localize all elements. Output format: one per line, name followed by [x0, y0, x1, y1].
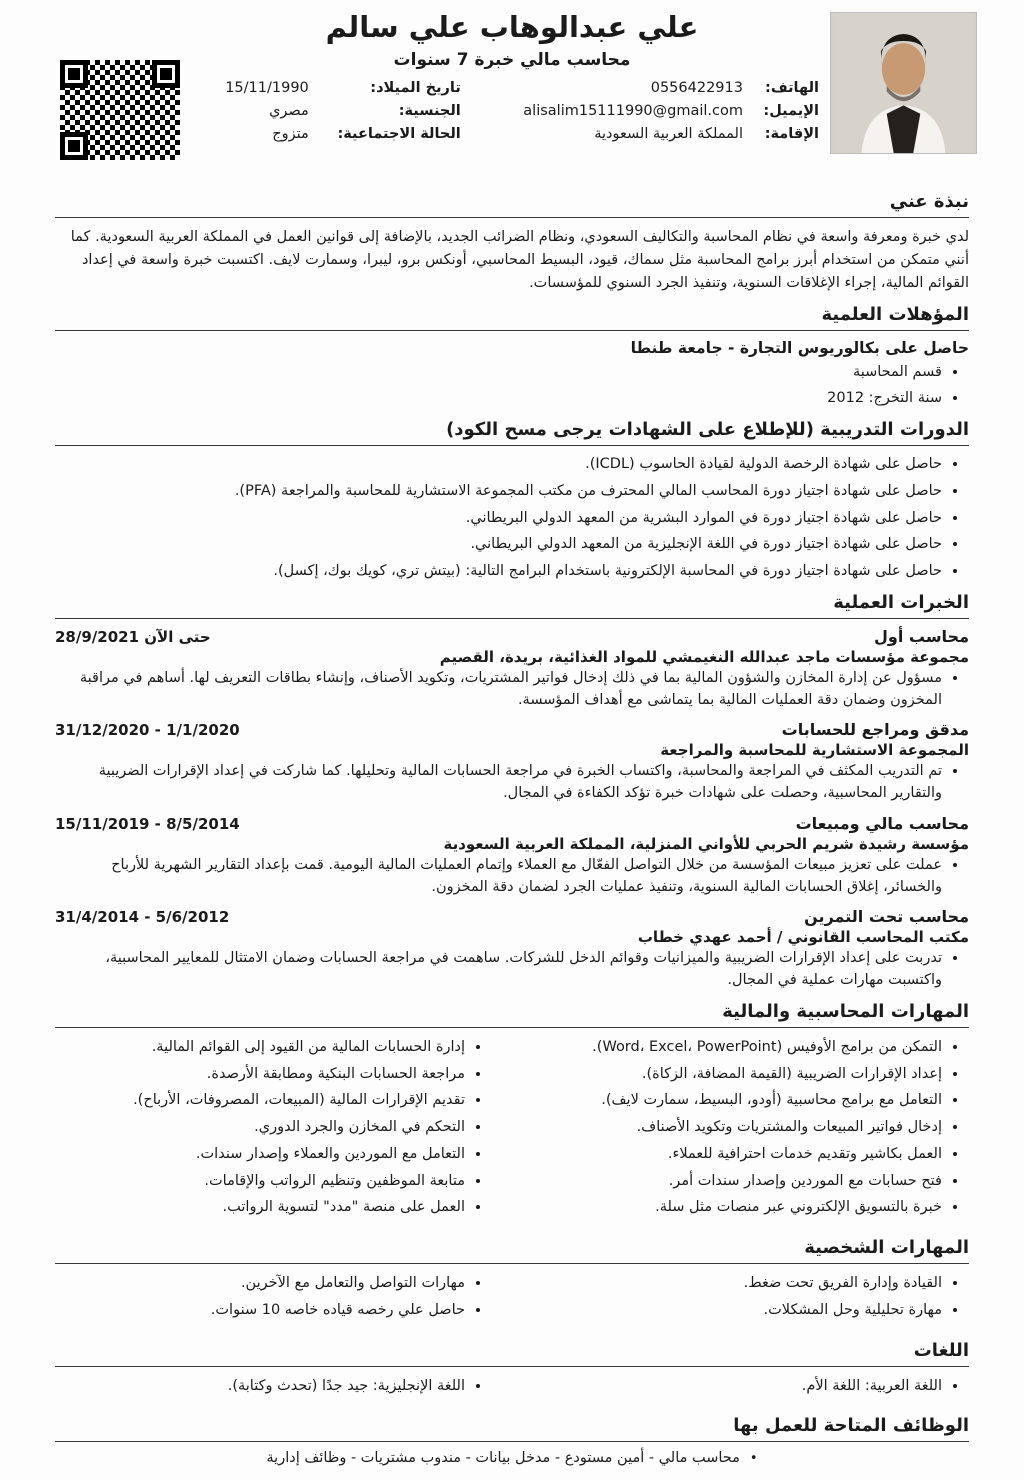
divider	[55, 330, 969, 331]
list-item: • حاصل على شهادة اجتياز دورة في اللغة الإنجليزية من المعهد الدولي البريطاني.	[55, 534, 942, 556]
contact-group-primary	[487, 80, 819, 142]
residence-label: الإقامة:	[764, 126, 819, 142]
job-date: 31/12/2020 - 1/1/2020	[55, 721, 240, 740]
list-item: • اللغة العربية: اللغة الأم.	[532, 1376, 942, 1398]
job-role: مدقق ومراجع للحسابات	[781, 720, 969, 740]
job-entry	[55, 720, 969, 805]
email-value: alisalim15111990@gmail.com	[523, 103, 743, 119]
list-item: • تدربت على إعداد الإقرارات الضريبية والميزانيات وقوائم الدخل للشركات. ساهمت في مراجعة الحسابات وضمان الامتثال للمعايير المحاسبية، واكتسبت مهارات عملية في المجال.	[55, 948, 942, 992]
list-item: • حاصل على شهادة الرخصة الدولية لقيادة الحاسوب (ICDL).	[55, 454, 942, 476]
nationality-value: مصري	[269, 103, 309, 119]
qr-finder-icon	[152, 60, 180, 88]
divider	[55, 445, 969, 446]
languages-left-column	[55, 1376, 492, 1403]
list-item: • عملت على تعزيز مبيعات المؤسسة من خلال التواصل الفعّال مع العملاء وإتمام العمليات المالية اليومية. قمت بإعداد التقارير الشهرية للأرباح والخسائر، إغلاق الحسابات المالية السنوية، وتنفيذ عمليات الجرد لضمان دقة المخزون.	[55, 855, 942, 899]
list-item: • مهارة تحليلية وحل المشكلات.	[532, 1300, 942, 1322]
list-item: • التعامل مع برامج محاسبية (أودو، البسيط، سمارت لايف).	[532, 1090, 942, 1112]
section-vacancies	[55, 1415, 969, 1466]
list-item: • القيادة وإدارة الفريق تحت ضغط.	[532, 1273, 942, 1295]
list-item: • مراجعة الحسابات البنكية ومطابقة الأرصدة.	[55, 1064, 465, 1086]
section-courses-title: الدورات التدريبية (للإطلاع على الشهادات يرجى مسح الكود)	[446, 419, 969, 441]
job-role: محاسب مالي ومبيعات	[795, 813, 969, 833]
contact-block	[195, 80, 819, 142]
list-item: • حاصل على شهادة اجتياز دورة المحاسب المالي المحترف من مكتب المجموعة الاستشارية للمحاسبة والمراجعة (PFA).	[55, 481, 942, 503]
section-languages-title: اللغات	[913, 1339, 969, 1361]
qr-finder-icon	[60, 60, 88, 88]
candidate-name: علي عبدالوهاب علي سالم	[325, 10, 699, 44]
profile-photo	[830, 12, 977, 154]
contact-row-nationality	[195, 103, 461, 119]
list-item: • فتح حسابات مع الموردين وإصدار سندات أمر.	[532, 1171, 942, 1193]
phone-value: 0556422913	[650, 80, 743, 96]
job-date: 15/11/2019 - 8/5/2014	[55, 814, 240, 833]
job-entry	[55, 814, 969, 899]
job-bullets	[55, 761, 969, 805]
list-item: • سنة التخرج: 2012	[55, 388, 942, 410]
job-head	[55, 907, 969, 926]
header	[55, 10, 969, 182]
contact-row-email	[487, 103, 819, 119]
divider	[55, 217, 969, 218]
financial-skills-right-column	[532, 1037, 969, 1224]
list-item: • العمل بكاشير وتقديم خدمات احترافية للعملاء.	[532, 1144, 942, 1166]
job-bullets	[55, 855, 969, 899]
courses-list	[55, 454, 969, 583]
divider	[55, 1263, 969, 1264]
marital-value: متزوج	[272, 126, 309, 142]
section-experience	[55, 592, 969, 992]
job-bullets	[55, 948, 969, 992]
profile-photo-illustration	[831, 13, 976, 153]
divider	[55, 1441, 969, 1442]
list-item: • متابعة الموظفين وتنظيم الرواتب والإقامات.	[55, 1171, 465, 1193]
languages-right-column	[532, 1376, 969, 1403]
job-bullets	[55, 668, 969, 712]
section-education-title: المؤهلات العلمية	[821, 303, 969, 325]
vacancies-text: محاسب مالي - أمين مستودع - مدخل بيانات - مندوب مشتريات - وظائف إدارية	[266, 1450, 740, 1467]
divider	[55, 1027, 969, 1028]
divider	[55, 618, 969, 619]
contact-row-residence	[487, 126, 819, 142]
job-date: 31/4/2014 - 5/6/2012	[55, 908, 230, 927]
section-education	[55, 304, 969, 411]
birthdate-label: تاريخ الميلاد:	[370, 80, 461, 96]
list-item: • التمكن من برامج الأوفيس (Word، Excel، PowerPoint).	[532, 1037, 942, 1059]
section-about	[55, 191, 969, 295]
list-item: • تم التدريب المكثف في المراجعة والمحاسبة، واكتساب الخبرة في مراجعة الحسابات المالية وتحليلها. كما شاركت في إعداد الإقرارات الضريبية والتقارير المحاسبية، وحصلت على شهادات خبرة تؤكد الكفاءة في المجال.	[55, 761, 942, 805]
section-languages	[55, 1340, 969, 1407]
section-personal-skills	[55, 1237, 969, 1331]
job-role: محاسب تحت التمرين	[804, 907, 969, 927]
personal-skills-left-column	[55, 1273, 492, 1327]
section-financial-skills	[55, 1001, 969, 1228]
residence-value: المملكة العربية السعودية	[594, 126, 743, 142]
list-item: • مهارات التواصل والتعامل مع الآخرين.	[55, 1273, 465, 1295]
financial-skills-left-column	[55, 1037, 492, 1224]
degree-line: حاصل على بكالوريوس التجارة - جامعة طنطا	[630, 338, 969, 357]
contact-row-birthdate	[195, 80, 461, 96]
financial-skills-columns	[55, 1036, 969, 1228]
list-item: • إعداد الإقرارات الضريبية (القيمة المضافة، الزكاة).	[532, 1064, 942, 1086]
job-role: محاسب أول	[874, 626, 969, 646]
job-head	[55, 720, 969, 739]
list-item: • العمل على منصة "مدد" لتسوية الرواتب.	[55, 1197, 465, 1219]
job-company: مكتب المحاسب القانوني / أحمد عهدي خطاب	[637, 928, 969, 947]
contact-row-phone	[487, 80, 819, 96]
job-head	[55, 627, 969, 646]
job-entry	[55, 907, 969, 992]
list-item: • التحكم في المخازن والجرد الدوري.	[55, 1117, 465, 1139]
list-item: • إدارة الحسابات المالية من القيود إلى القوائم المالية.	[55, 1037, 465, 1059]
list-item: • مسؤول عن إدارة المخازن والشؤون المالية بما في ذلك إدخال فواتير المشتريات، وتكويد الأصناف، وإنشاء بطاقات التعريف لها. أساهم في مراقبة المخزون وضمان دقة العمليات المالية بما يتماشى مع أهداف المؤسسة.	[55, 668, 942, 712]
list-item: • خبرة بالتسويق الإلكتروني عبر منصات مثل سلة.	[532, 1197, 942, 1219]
contact-row-marital	[195, 126, 461, 142]
birthdate-value: 15/11/1990	[225, 80, 309, 96]
section-about-title: نبذة عني	[889, 191, 969, 212]
list-item: • تقديم الإقرارات المالية (المبيعات، المصروفات، الأرباح).	[55, 1090, 465, 1112]
list-item: • قسم المحاسبة	[55, 362, 942, 384]
education-list	[55, 362, 969, 411]
bullet-icon: •	[749, 1451, 758, 1467]
section-experience-title: الخبرات العملية	[833, 591, 969, 613]
candidate-headline: محاسب مالي خبرة 7 سنوات	[393, 50, 631, 70]
list-item: • اللغة الإنجليزية: جيد جدًا (تحدث وكتابة).	[55, 1376, 465, 1398]
languages-columns	[55, 1375, 969, 1407]
section-vacancies-title: الوظائف المتاحة للعمل بها	[733, 1415, 969, 1437]
job-date: 28/9/2021 حتى الآن	[55, 627, 211, 646]
list-item: • حاصل على شهادة اجتياز دورة في الموارد البشرية من المعهد الدولي البريطاني.	[55, 508, 942, 530]
job-company: المجموعة الاستشارية للمحاسبة والمراجعة	[660, 741, 969, 760]
personal-skills-right-column	[532, 1273, 969, 1327]
section-courses	[55, 419, 969, 583]
divider	[55, 1366, 969, 1367]
job-company: مؤسسة رشيدة شريم الحربي للأواني المنزلية، المملكة العربية السعودية	[443, 834, 969, 853]
about-text: لدي خبرة ومعرفة واسعة في نظام المحاسبة والتكاليف السعودي، ونظام الضرائب الجديد، بالإضافة إلى قوانين العمل في المملكة العربية السعودية. كما أنني متمكن من استخدام أبرز برامج المحاسبة مثل سماك، قيود، البسيط المحاسبي، أونكس برو، ليبرا، وسمارت لايف. اكتسبت خبرة واسعة في إعداد القوائم المالية، إجراء الإغلاقات السنوية، وتنفيذ الجرد السنوي للمؤسسات.	[70, 229, 969, 291]
job-head	[55, 814, 969, 833]
job-entry	[55, 627, 969, 712]
section-financial-skills-title: المهارات المحاسبية والمالية	[722, 1000, 969, 1022]
list-item: • التعامل مع الموردين والعملاء وإصدار سندات.	[55, 1144, 465, 1166]
marital-label: الحالة الاجتماعية:	[337, 126, 461, 142]
list-item: • إدخال فواتير المبيعات والمشتريات وتكويد الأصناف.	[532, 1117, 942, 1139]
email-label: الإيميل:	[763, 103, 819, 119]
job-company: مجموعة مؤسسات ماجد عبدالله النغيمشي للمواد الغذائية، بريدة، القصيم	[439, 647, 969, 666]
section-personal-skills-title: المهارات الشخصية	[804, 1237, 969, 1259]
personal-skills-columns	[55, 1272, 969, 1331]
list-item: • حاصل علي رخصه قياده خاصه 10 سنوات.	[55, 1300, 465, 1322]
contact-group-secondary	[195, 80, 461, 142]
qr-code	[60, 60, 180, 160]
qr-finder-icon	[60, 132, 88, 160]
nationality-label: الجنسية:	[398, 103, 461, 119]
phone-label: الهاتف:	[765, 80, 819, 96]
list-item: • حاصل على شهادة اجتياز دورة في المحاسبة الإلكترونية باستخدام البرامج التالية: (بيتش تري، كويك بوك، إكسل).	[55, 561, 942, 583]
